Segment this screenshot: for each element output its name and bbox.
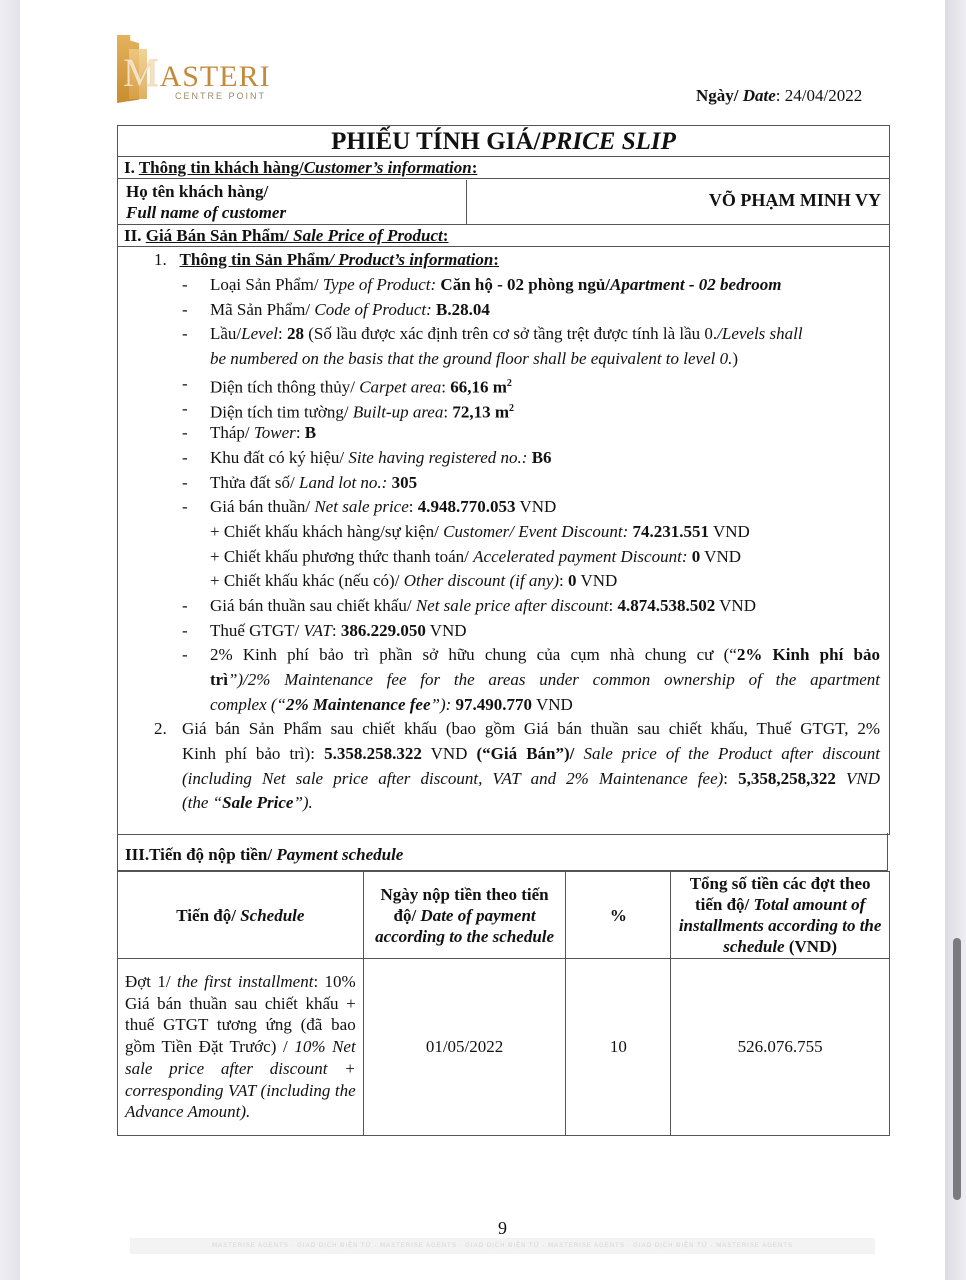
date-label-en: Date: [742, 86, 776, 105]
document-date: [696, 86, 862, 106]
colon: :: [408, 497, 418, 516]
vertical-scrollbar[interactable]: [953, 938, 961, 1200]
text-en: (including Net sale price after discount, VAT and 2% Maintenance fee): [182, 769, 724, 788]
text: 2% Kinh phí bảo trì phần sở hữu chung của cụm nhà chung cư (“: [210, 645, 737, 664]
viewer-left-margin: [0, 0, 20, 1280]
label-vn: Họ tên khách hàng/: [126, 182, 269, 201]
heading-vn: III.Tiến độ nộp tiền/: [125, 845, 277, 864]
net-sale-price: [210, 495, 556, 520]
label-en: Tower: [253, 423, 296, 442]
colon: :: [277, 324, 287, 343]
heading-en: Payment schedule: [276, 845, 404, 864]
text-en: ”).: [293, 793, 313, 812]
label-en: Other discount (if any): [403, 571, 560, 590]
sale-price-line-3: [182, 767, 880, 792]
label-en: Full name of customer: [126, 203, 287, 222]
value: B.28.04: [436, 300, 490, 319]
value: B6: [531, 448, 552, 467]
text-en: ”)/2% Maintenance fee for the areas under common ownership of the apartment: [227, 670, 880, 689]
value: 305: [391, 473, 418, 492]
unit: VND: [715, 596, 756, 615]
unit: VND: [576, 571, 618, 590]
label-en: Site having registered no.:: [348, 448, 532, 467]
section-sale-price-heading: [118, 225, 889, 247]
site-registered-no: [210, 446, 552, 471]
date-value: : 24/04/2022: [775, 86, 863, 105]
value: B: [304, 423, 317, 442]
label-vn: Diện tích tim tường/: [210, 402, 353, 422]
installment-amount: 526.076.755: [671, 959, 890, 1136]
desc-en: the first installment: [176, 972, 314, 992]
bullet-dash: -: [182, 275, 188, 294]
header-en: Total amount of installments according to the schedule: [678, 895, 882, 956]
value: 4.874.538.502: [617, 596, 716, 615]
vat: [210, 619, 467, 644]
heading-vn: Giá Bán Sản Phẩm/: [145, 226, 294, 245]
unit: VND: [515, 497, 557, 516]
colon: :: [559, 571, 569, 590]
heading-en: Customer’s information: [303, 158, 472, 177]
label-en: Code of Product:: [314, 300, 437, 319]
maintenance-fee-line-3: [210, 693, 573, 718]
tower: [210, 421, 316, 446]
value: 0: [568, 571, 577, 590]
value: 28: [286, 324, 304, 343]
logo-letter-m: M: [123, 50, 160, 95]
column-header-percent: [566, 872, 671, 959]
bullet-dash: -: [182, 621, 188, 640]
unit: VND: [700, 547, 742, 566]
net-price-after-discount: [210, 594, 756, 619]
desc-vn: : 10% Giá bán thuần sau chiết khấu + thuế GTGT tương ứng (đã bao gồm Tiền Đặt Trước) /: [125, 972, 356, 1057]
superscript: 2: [506, 378, 512, 389]
unit: VND: [835, 769, 881, 788]
heading-en: Sale Price of Product: [293, 226, 443, 245]
heading-en: / Product’s information: [329, 250, 494, 269]
installment-description: [118, 959, 364, 1136]
sale-price-line-4: [182, 791, 313, 816]
unit: VND: [425, 621, 467, 640]
heading-colon: :: [493, 250, 499, 269]
payment-discount: [210, 545, 741, 570]
bullet-dash: -: [182, 399, 188, 418]
customer-name-value: VÕ PHẠM MINH VY: [708, 190, 881, 210]
bullet-dash: -: [182, 324, 188, 343]
unit: VND: [421, 744, 477, 763]
table-row: [118, 959, 890, 1136]
sale-price-line-1: Giá bán Sản Phẩm sau chiết khấu (bao gồm Giá bán thuần sau chiết khấu, Thuế GTGT, 2%: [182, 719, 880, 738]
colon: :: [443, 402, 453, 422]
text-bold: Sale Price: [222, 793, 294, 812]
header-en: Date of payment according to the schedule: [375, 905, 555, 946]
product-type: [210, 273, 781, 298]
bullet-dash: -: [182, 645, 188, 664]
desc-en: 10% Net sale price after discount + corresponding VAT (including the Advance Amount).: [125, 1037, 356, 1122]
table-header-row: [118, 872, 890, 959]
label-en: Net sale price after discount: [415, 596, 609, 615]
product-level: [210, 322, 803, 347]
bullet-dash: -: [182, 473, 188, 492]
section-number: I.: [124, 158, 139, 177]
text-bold: 2% Maintenance fee: [286, 695, 431, 714]
text-en: ”):: [430, 695, 456, 714]
masteri-logo: [117, 35, 277, 105]
value: 5,358,258,322: [738, 769, 836, 788]
label-en: Level: [241, 324, 278, 343]
colon: :: [331, 621, 341, 640]
section-number: II.: [124, 226, 146, 245]
label-en: Carpet area: [359, 377, 442, 397]
section-customer-heading: [118, 157, 889, 179]
colon: :: [441, 377, 451, 397]
label-en: Customer/ Event Discount:: [443, 522, 633, 541]
note-vn: (Số lầu được xác định trên cơ sở tầng trệt được tính là lầu 0.: [303, 324, 718, 343]
colon: :: [723, 769, 739, 788]
label-vn: Khu đất có ký hiệu/: [210, 448, 349, 467]
note-en: /Levels shall: [717, 324, 803, 343]
label-vn: Lầu/: [210, 324, 242, 343]
label-vn: Mã Sản Phẩm/: [210, 300, 315, 319]
header-vn: Tiến độ/: [176, 905, 241, 925]
unit: VND: [709, 522, 750, 541]
title-vn: PHIẾU TÍNH GIÁ/: [331, 128, 541, 155]
sale-price-line-2: [182, 742, 880, 767]
text-en: (the “: [182, 793, 223, 812]
bullet-dash: -: [182, 374, 188, 393]
other-discount: [210, 569, 617, 594]
value: 4.948.770.053: [417, 497, 516, 516]
label-vn: Giá bán thuần/: [210, 497, 315, 516]
label-vn: + Chiết khấu phương thức thanh toán/: [210, 547, 474, 566]
value: 74.231.551: [632, 522, 709, 541]
note-en: be numbered on the basis that the ground floor shall be equivalent to level 0.: [210, 349, 733, 368]
title-en: PRICE SLIP: [540, 128, 676, 155]
list-number: 1.: [154, 250, 167, 269]
text-bold: (“Giá Bán”)/: [476, 744, 575, 763]
heading-colon: :: [471, 158, 478, 177]
value-vn: Căn hộ - 02 phòng ngủ/: [440, 275, 611, 294]
bullet-dash: -: [182, 497, 188, 516]
label-vn: + Chiết khấu khách hàng/sự kiện/: [210, 522, 444, 541]
heading-colon: :: [442, 226, 449, 245]
bullet-dash: -: [182, 300, 188, 319]
value: 66,16 m: [450, 377, 507, 397]
value: 97.490.770: [455, 695, 533, 714]
colon: :: [608, 596, 618, 615]
header-vn: Ngày nộp tiền theo tiến độ/: [380, 884, 549, 925]
label-vn: + Chiết khấu khác (nếu có)/: [210, 571, 404, 590]
page-title: [118, 126, 889, 157]
logo-wordmark: [123, 50, 271, 95]
label-en: VAT: [303, 621, 332, 640]
payment-schedule-table: [117, 871, 890, 1136]
price-slip-frame: [117, 125, 890, 835]
label-vn: Diện tích thông thủy/: [210, 377, 360, 397]
date-label-vn: Ngày/: [696, 86, 743, 105]
colon: :: [295, 423, 305, 442]
logo-text: ASTERI: [159, 60, 271, 93]
label-vn: Giá bán thuần sau chiết khấu/: [210, 596, 416, 615]
label-en: Accelerated payment Discount:: [473, 547, 692, 566]
maintenance-fee-line-2: [210, 668, 880, 693]
product-info-heading: [154, 248, 499, 273]
value: 0: [691, 547, 701, 566]
bullet-dash: -: [182, 596, 188, 615]
text-en: Sale price of the Product after discount: [574, 744, 880, 763]
logo-subtitle: CENTRE POINT: [175, 91, 267, 101]
value: 5.358.258.322: [324, 744, 422, 763]
desc-vn: Đợt 1/: [125, 972, 177, 992]
customer-name-row: [118, 180, 889, 225]
text-bold: trì: [210, 670, 228, 689]
text-en: complex (“: [210, 695, 287, 714]
heading-vn: Thông tin Sản Phẩm: [179, 250, 330, 269]
footer-watermark: MASTERISE AGENTS · GIAO DỊCH ĐIỆN TỬ · MASTERISE AGENTS · GIAO DỊCH ĐIỆN TỬ · MASTERISE AGENTS · GIAO DỊCH ĐIỆN TỬ · MASTERISE AGENTS: [130, 1238, 875, 1254]
superscript: 2: [509, 403, 515, 414]
product-code: [210, 298, 490, 323]
header-suffix: (VND): [784, 937, 838, 956]
label-en: Net sale price: [314, 497, 409, 516]
label-vn: Tháp/: [210, 423, 254, 442]
installment-percent: 10: [566, 959, 671, 1136]
header-en: Schedule: [240, 905, 305, 925]
column-header-date: [363, 872, 566, 959]
label-en: Type of Product:: [322, 275, 441, 294]
value: 72,13 m: [452, 402, 510, 422]
page-number: 9: [498, 1218, 507, 1238]
section-payment-schedule-heading: [117, 833, 888, 871]
header-vn: Tổng số tiền các đợt theo tiến độ/: [689, 874, 871, 914]
customer-name-label: [118, 180, 467, 224]
bullet-dash: -: [182, 448, 188, 467]
product-level-note: [210, 347, 738, 372]
maintenance-fee-line-1: [210, 643, 880, 668]
label-vn: Thuế GTGT/: [210, 621, 304, 640]
heading-vn: Thông tin khách hàng/: [138, 158, 304, 177]
column-header-amount: [671, 872, 890, 959]
installment-date: 01/05/2022: [363, 959, 566, 1136]
bullet-dash: -: [182, 423, 188, 442]
land-lot-no: [210, 471, 417, 496]
value: 386.229.050: [340, 621, 426, 640]
label-en: Built-up area: [352, 402, 444, 422]
label-vn: Thửa đất số/: [210, 473, 300, 492]
text: Kinh phí bảo trì):: [182, 744, 325, 763]
label-vn: Loại Sản Phẩm/: [210, 275, 323, 294]
label-en: Land lot no.:: [299, 473, 392, 492]
header-vn: %: [609, 905, 627, 925]
unit: VND: [532, 695, 573, 714]
value-en: Apartment - 02 bedroom: [610, 275, 782, 294]
note-close: ): [732, 349, 739, 368]
list-number-2: 2.: [154, 719, 167, 738]
customer-event-discount: [210, 520, 750, 545]
column-header-schedule: [118, 872, 364, 959]
text-bold: 2% Kinh phí bảo: [736, 645, 880, 664]
